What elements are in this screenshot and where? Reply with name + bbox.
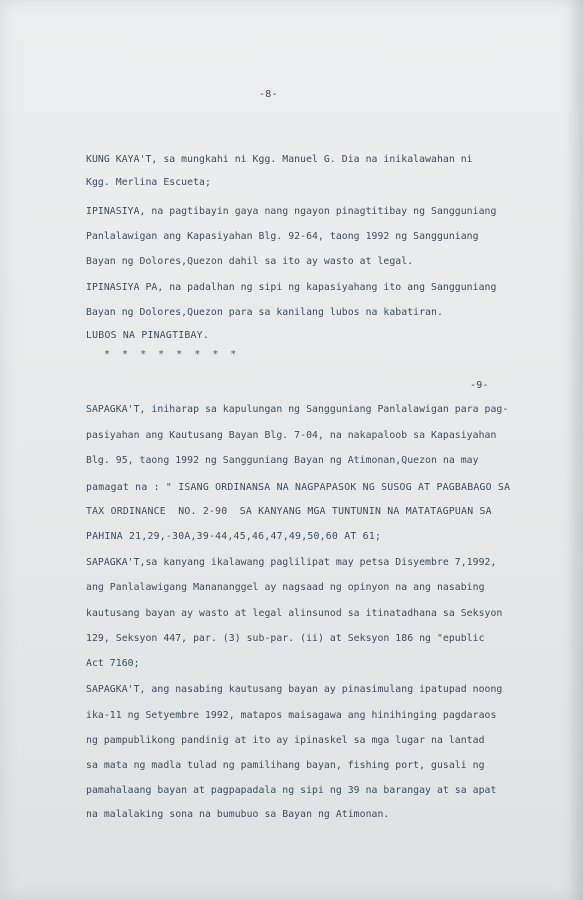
text-line: pamagat na : " ISANG ORDINANSA NA NAGPAPASOK NG SUSOG AT PAGBABAGO SA [86, 482, 511, 493]
section-separator: * * * * * * * * [104, 349, 240, 360]
text-line: pamahalaang bayan at pagpapadala ng sipi ng 39 na barangay at sa apat [86, 785, 497, 796]
text-line: Panlalawigan ang Kapasiyahan Blg. 92-64, taong 1992 ng Sangguniang [86, 231, 479, 242]
text-line: Bayan ng Dolores,Quezon para sa kanilang lubos na kabatiran. [86, 307, 443, 318]
text-line: na malalaking sona na bumubuo sa Bayan ng Atimonan. [86, 809, 390, 820]
page-number-top: -8- [259, 89, 278, 100]
text-line: 129, Seksyon 447, par. (3) sub-par. (ii) at Seksyon 186 ng "epublic [86, 633, 485, 644]
text-line: Bayan ng Dolores,Quezon dahil sa ito ay wasto at legal. [86, 256, 414, 267]
text-line: TAX ORDINANCE NO. 2-90 SA KANYANG MGA TUNTUNIN NA MATATAGPUAN SA [86, 506, 492, 517]
page-edge-shadow [567, 0, 583, 900]
text-line: IPINASIYA, na pagtibayin gaya nang ngayon pinagtitibay ng Sangguniang [86, 206, 497, 217]
text-line: SAPAGKA'T, ang nasabing kautusang bayan ay pinasimulang ipatupad noong [86, 684, 503, 695]
text-line: ng pampublikong pandinig at ito ay ipinaskel sa mga lugar na lantad [86, 735, 485, 746]
text-line: Blg. 95, taong 1992 ng Sangguniang Bayan ng Atimonan,Quezon na may [86, 455, 479, 466]
text-line: Kgg. Merlina Escueta; [86, 177, 211, 188]
text-line: Act 7160; [86, 658, 140, 669]
text-line: SAPAGKA'T,sa kanyang ikalawang paglilipat may petsa Disyembre 7,1992, [86, 557, 497, 568]
text-line: SAPAGKA'T, iniharap sa kapulungan ng Sangguniang Panlalawigan para pag- [86, 404, 509, 415]
text-line: KUNG KAYA'T, sa mungkahi ni Kgg. Manuel G. Dia na inikalawahan ni [86, 154, 473, 165]
page-number-section: -9- [470, 380, 489, 391]
text-line: ang Panlalawigang Manananggel ay nagsaad ng opinyon na ang nasabing [86, 582, 485, 593]
text-line: kautusang bayan ay wasto at legal alinsunod sa itinatadhana sa Seksyon [86, 608, 503, 619]
text-line: IPINASIYA PA, na padalhan ng sipi ng kapasiyahang ito ang Sangguniang [86, 282, 497, 293]
text-line: ika-11 ng Setyembre 1992, matapos maisagawa ang hinihinging pagdaraos [86, 710, 497, 721]
text-line: pasiyahan ang Kautusang Bayan Blg. 7-04, na nakapaloob sa Kapasiyahan [86, 430, 497, 441]
text-line: LUBOS NA PINAGTIBAY. [86, 330, 209, 341]
text-line: PAHINA 21,29,-30A,39-44,45,46,47,49,50,60 AT 61; [86, 531, 382, 542]
text-line: sa mata ng madla tulad ng pamilihang bayan, fishing port, gusali ng [86, 760, 485, 771]
